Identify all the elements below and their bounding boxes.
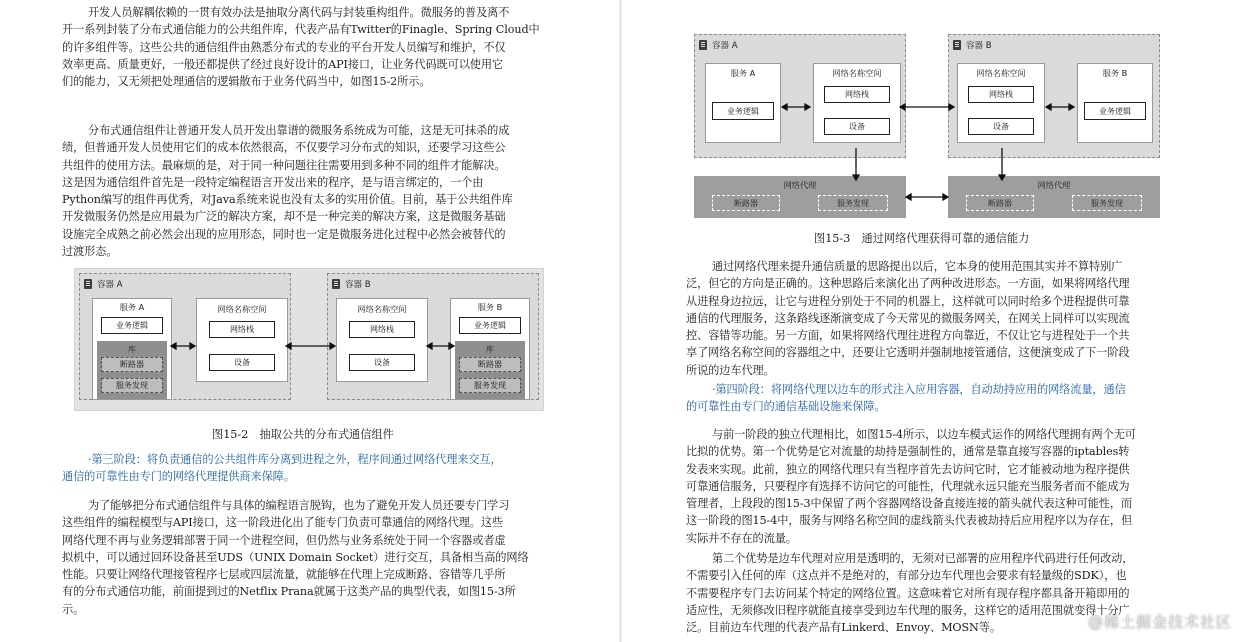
text-line: 为了能够把分布式通信组件与具体的编程语言脱钩，也为了避免开发人员还要专门学习 bbox=[88, 499, 510, 512]
text-line: 绩，但普通开发人员使用它们的成本依然很高，不仅要学习分布式的知识，还要学习这些公 bbox=[62, 141, 506, 155]
service-a-label: 服务 A bbox=[730, 68, 756, 78]
text-line: 有的分布式通信功能，前面提到过的Netflix Prana就属于这类产品的典型代表，如图15-3所 bbox=[62, 585, 516, 599]
text-line: 通过网络代理来提升通信质量的思路提出以后，它本身的使用范围其实并不算特别广 bbox=[712, 260, 1123, 273]
device-a-box: 设备 bbox=[209, 354, 275, 371]
arrow-head bbox=[427, 343, 432, 349]
service-discovery-box: 服务发现 bbox=[1072, 195, 1142, 211]
text-line: 的许多组件等。这些公共的通信组件由熟悉分布式的专业的平台开发人员编写和维护，不仅 bbox=[62, 40, 506, 54]
device-b-box: 设备 bbox=[349, 354, 415, 371]
text-line: 效率更高、质量更好，一般还都提供了经过良好设计的API接口，让业务代码既可以使用它 bbox=[62, 57, 504, 71]
arrow-head bbox=[943, 194, 948, 200]
text-line: 拟机中，可以通过回环设备甚至UDS（UNIX Domain Socket）进行交互，具备相当高的网络 bbox=[62, 550, 529, 564]
text-line: 通信的代理服务，这条路线逐渐演变成了今天常见的微服务网关，在网关上同样可以实现流 bbox=[686, 311, 1130, 325]
text-line: 泛。目前边车代理的代表产品有Linkerd、Envoy、MOSN等。 bbox=[686, 621, 1001, 635]
service-discovery-box: 服务发现 bbox=[818, 195, 888, 211]
arrow-head bbox=[805, 104, 810, 110]
text-line: ·第三阶段：将负责通信的公共组件库分离到进程之外，程序间通过网络代理来交互， bbox=[88, 453, 502, 466]
text-line: 管理者，上段段的图15-3中保留了两个容器网络设备直接连接的箭头就代表这种可能性，而 bbox=[686, 497, 1133, 511]
circuit-breaker-box: 断路器 bbox=[966, 195, 1034, 211]
netstack-a-box: 网络栈 bbox=[209, 321, 275, 338]
text-line: 与前一阶段的独立代理相比，如图15-4所示，以边车模式运作的网络代理拥有两个无可 bbox=[712, 428, 1136, 441]
text-line: Python编写的组件再优秀，对Java系统来说也没有太多的实用价值。目前，基于公共组件库 bbox=[62, 193, 513, 207]
arrow-head bbox=[1046, 104, 1051, 110]
text-line: 比拟的优势。第一个优势是它对流量的劫持是强制性的，通常是靠直接写容器的iptables转 bbox=[686, 445, 1130, 459]
proxy-b-label: 网络代理 bbox=[1037, 180, 1071, 190]
text-line: 网络代理不再与业务逻辑部署于同一个进程空间，但仍然与业务系统处于同一个容器或者虚 bbox=[62, 533, 506, 547]
text-line: 性能。只要让网络代理接管程序七层或四层流量，就能够在代理上完成断路、容错等几乎所 bbox=[62, 568, 506, 582]
arrow-head bbox=[782, 104, 787, 110]
text-line: 可靠通信服务，只要程序有选择不访问它的可能性，代理就永远只能充当服务者而不能成为 bbox=[686, 479, 1130, 493]
device-a-box: 设备 bbox=[824, 118, 890, 135]
service-b-label: 服务 B bbox=[1102, 68, 1128, 78]
device-b-box: 设备 bbox=[968, 118, 1034, 135]
text-line: 享了网络名称空间的容器组之中，还要让它透明并强制地接管通信，这便演变成了下一阶段 bbox=[686, 346, 1130, 360]
text-line: 泛，但它的方向是正确的。这种思路后来演化出了两种改进形态。一方面，如果将网络代理 bbox=[686, 277, 1130, 291]
arrow-head bbox=[999, 175, 1005, 180]
circuit-breaker-box: 断路器 bbox=[712, 195, 780, 211]
container-a-label: 容器 A bbox=[712, 41, 738, 51]
arrow-head bbox=[449, 343, 454, 349]
arrow-head bbox=[906, 194, 911, 200]
netstack-a-box: 网络栈 bbox=[824, 86, 890, 103]
text-line: 示。 bbox=[62, 602, 85, 616]
circuit-breaker-box: 断路器 bbox=[459, 357, 521, 372]
text-line: 通信的可靠性由专门的网络代理提供商来保障。 bbox=[62, 470, 295, 484]
figure-15-3-arrows bbox=[694, 30, 1164, 220]
arrow-head bbox=[286, 343, 291, 349]
business-logic-box: 业务逻辑 bbox=[712, 102, 774, 120]
container-b-label: 容器 B bbox=[345, 280, 371, 290]
arrow-head bbox=[330, 343, 335, 349]
arrow-head bbox=[171, 343, 176, 349]
container-b-label: 容器 B bbox=[966, 41, 992, 51]
text-line: 从进程身边拉远，让它与进程分别处于不同的机器上，这样就可以同时给多个进程提供可靠 bbox=[686, 294, 1130, 308]
figure-15-2 bbox=[74, 268, 544, 411]
text-line: 开一系列封装了分布式通信能力的公共组件库，代表产品有Twitter的Finagle、Spring Cloud中 bbox=[62, 23, 540, 37]
arrow-head bbox=[853, 175, 859, 180]
netns-b-label: 网络名称空间 bbox=[357, 304, 407, 314]
left-para-2 bbox=[62, 122, 556, 260]
text-line: 不需要引入任何的库（这点并不是绝对的，有部分边车代理也会要求有轻量级的SDK），也 bbox=[686, 569, 1127, 583]
arrow-head bbox=[1069, 104, 1074, 110]
netns-b-label: 网络名称空间 bbox=[976, 68, 1026, 78]
business-logic-box: 业务逻辑 bbox=[1084, 102, 1146, 120]
text-line: 的可靠性由专门的通信基础设施来保障。 bbox=[686, 400, 886, 414]
right-para-1 bbox=[686, 258, 1180, 379]
text-line: 适应性，无须修改旧程序就能直接享受到边车代理的服务，这样它的适用范围就变得十分广 bbox=[686, 603, 1130, 617]
right-page bbox=[622, 0, 1240, 642]
arrow-head bbox=[949, 104, 954, 110]
text-line: 第二个优势是边车代理对应用是透明的，无须对已部署的应用程序代码进行任何改动， bbox=[712, 552, 1134, 565]
text-line: 所说的边车代理。 bbox=[686, 363, 775, 377]
figure-15-3-caption: 图15-3 通过网络代理获得可靠的通信能力 bbox=[814, 232, 1030, 245]
text-line: 们的能力，又无须把处理通信的逻辑散布于业务代码当中，如图15-2所示。 bbox=[62, 75, 431, 89]
netstack-b-box: 网络栈 bbox=[968, 86, 1034, 103]
text-line: 实际并不存在的流量。 bbox=[686, 531, 797, 545]
right-para-2 bbox=[686, 426, 1180, 547]
text-line: 这些组件的编程模型与API接口，这一阶段进化出了能专门负责可靠通信的网络代理。这些 bbox=[62, 516, 504, 530]
figure-15-2-caption: 图15-2 抽取公共的分布式通信组件 bbox=[212, 428, 394, 441]
arrow-head bbox=[190, 343, 195, 349]
text-line: 分布式通信组件让普通开发人员开发出靠谱的微服务系统成为可能，这是无可抹杀的成 bbox=[88, 124, 510, 137]
left-para-3 bbox=[62, 497, 556, 618]
business-logic-box: 业务逻辑 bbox=[459, 317, 521, 334]
text-line: 开发人员解耦依赖的一贯有效办法是抽取分离代码与封装重构组件。微服务的普及离不 bbox=[88, 6, 510, 19]
text-line: 设施完全成熟之前必然会出现的应用形态，同时也一定是微服务进化过程中必然会被替代的 bbox=[62, 227, 506, 241]
figure-15-3 bbox=[694, 30, 1164, 220]
stage-4-bullet bbox=[686, 381, 1180, 416]
text-line: 开发微服务仍然是应用最为广泛的解决方案，却不是一种完美的解决方案，这是微服务基础 bbox=[62, 210, 506, 224]
stage-3-bullet bbox=[62, 451, 556, 486]
netns-a-label: 网络名称空间 bbox=[217, 304, 267, 314]
library-label: 库 bbox=[485, 344, 495, 354]
library-label: 库 bbox=[127, 344, 137, 354]
text-line: 这一阶段的图15-4中，服务与网络名称空间的虚线箭头代表被劫持后应用程序以为存在，但 bbox=[686, 514, 1133, 528]
text-line: 发表来实现。此前，独立的网络代理只有当程序首先去访问它时，它才能被动地为程序提供 bbox=[686, 462, 1130, 476]
text-line: 不需要程序专门去访问某个特定的网络位置。这意味着它对所有现存程序都具备开箱即用的 bbox=[686, 586, 1130, 600]
business-logic-box: 业务逻辑 bbox=[101, 317, 163, 334]
text-line: ·第四阶段：将网络代理以边车的形式注入应用容器，自动劫持应用的网络流量，通信 bbox=[712, 383, 1126, 396]
service-discovery-box: 服务发现 bbox=[459, 378, 521, 393]
service-a-label: 服务 A bbox=[119, 302, 145, 312]
netns-a-label: 网络名称空间 bbox=[832, 68, 882, 78]
text-line: 这是因为通信组件首先是一段特定编程语言开发出来的程序，是与语言绑定的，一个由 bbox=[62, 175, 484, 189]
container-a-label: 容器 A bbox=[97, 280, 123, 290]
proxy-a-label: 网络代理 bbox=[783, 180, 817, 190]
service-b-label: 服务 B bbox=[477, 302, 503, 312]
netstack-b-box: 网络栈 bbox=[349, 321, 415, 338]
circuit-breaker-box: 断路器 bbox=[101, 357, 163, 372]
text-line: 过渡形态。 bbox=[62, 245, 118, 259]
arrow-head bbox=[900, 104, 905, 110]
service-discovery-box: 服务发现 bbox=[101, 378, 163, 393]
text-line: 共组件的使用方法。最麻烦的是，对于同一种问题往往需要用到多种不同的组件才能解决。 bbox=[62, 158, 506, 172]
left-para-1 bbox=[62, 4, 556, 90]
watermark: @稀土掘金技术社区 bbox=[1087, 613, 1232, 631]
text-line: 控、容错等功能。另一方面，如果将网络代理往进程方向靠近，不仅让它与进程处于一个共 bbox=[686, 329, 1130, 343]
figure-15-2-arrows bbox=[75, 269, 545, 412]
